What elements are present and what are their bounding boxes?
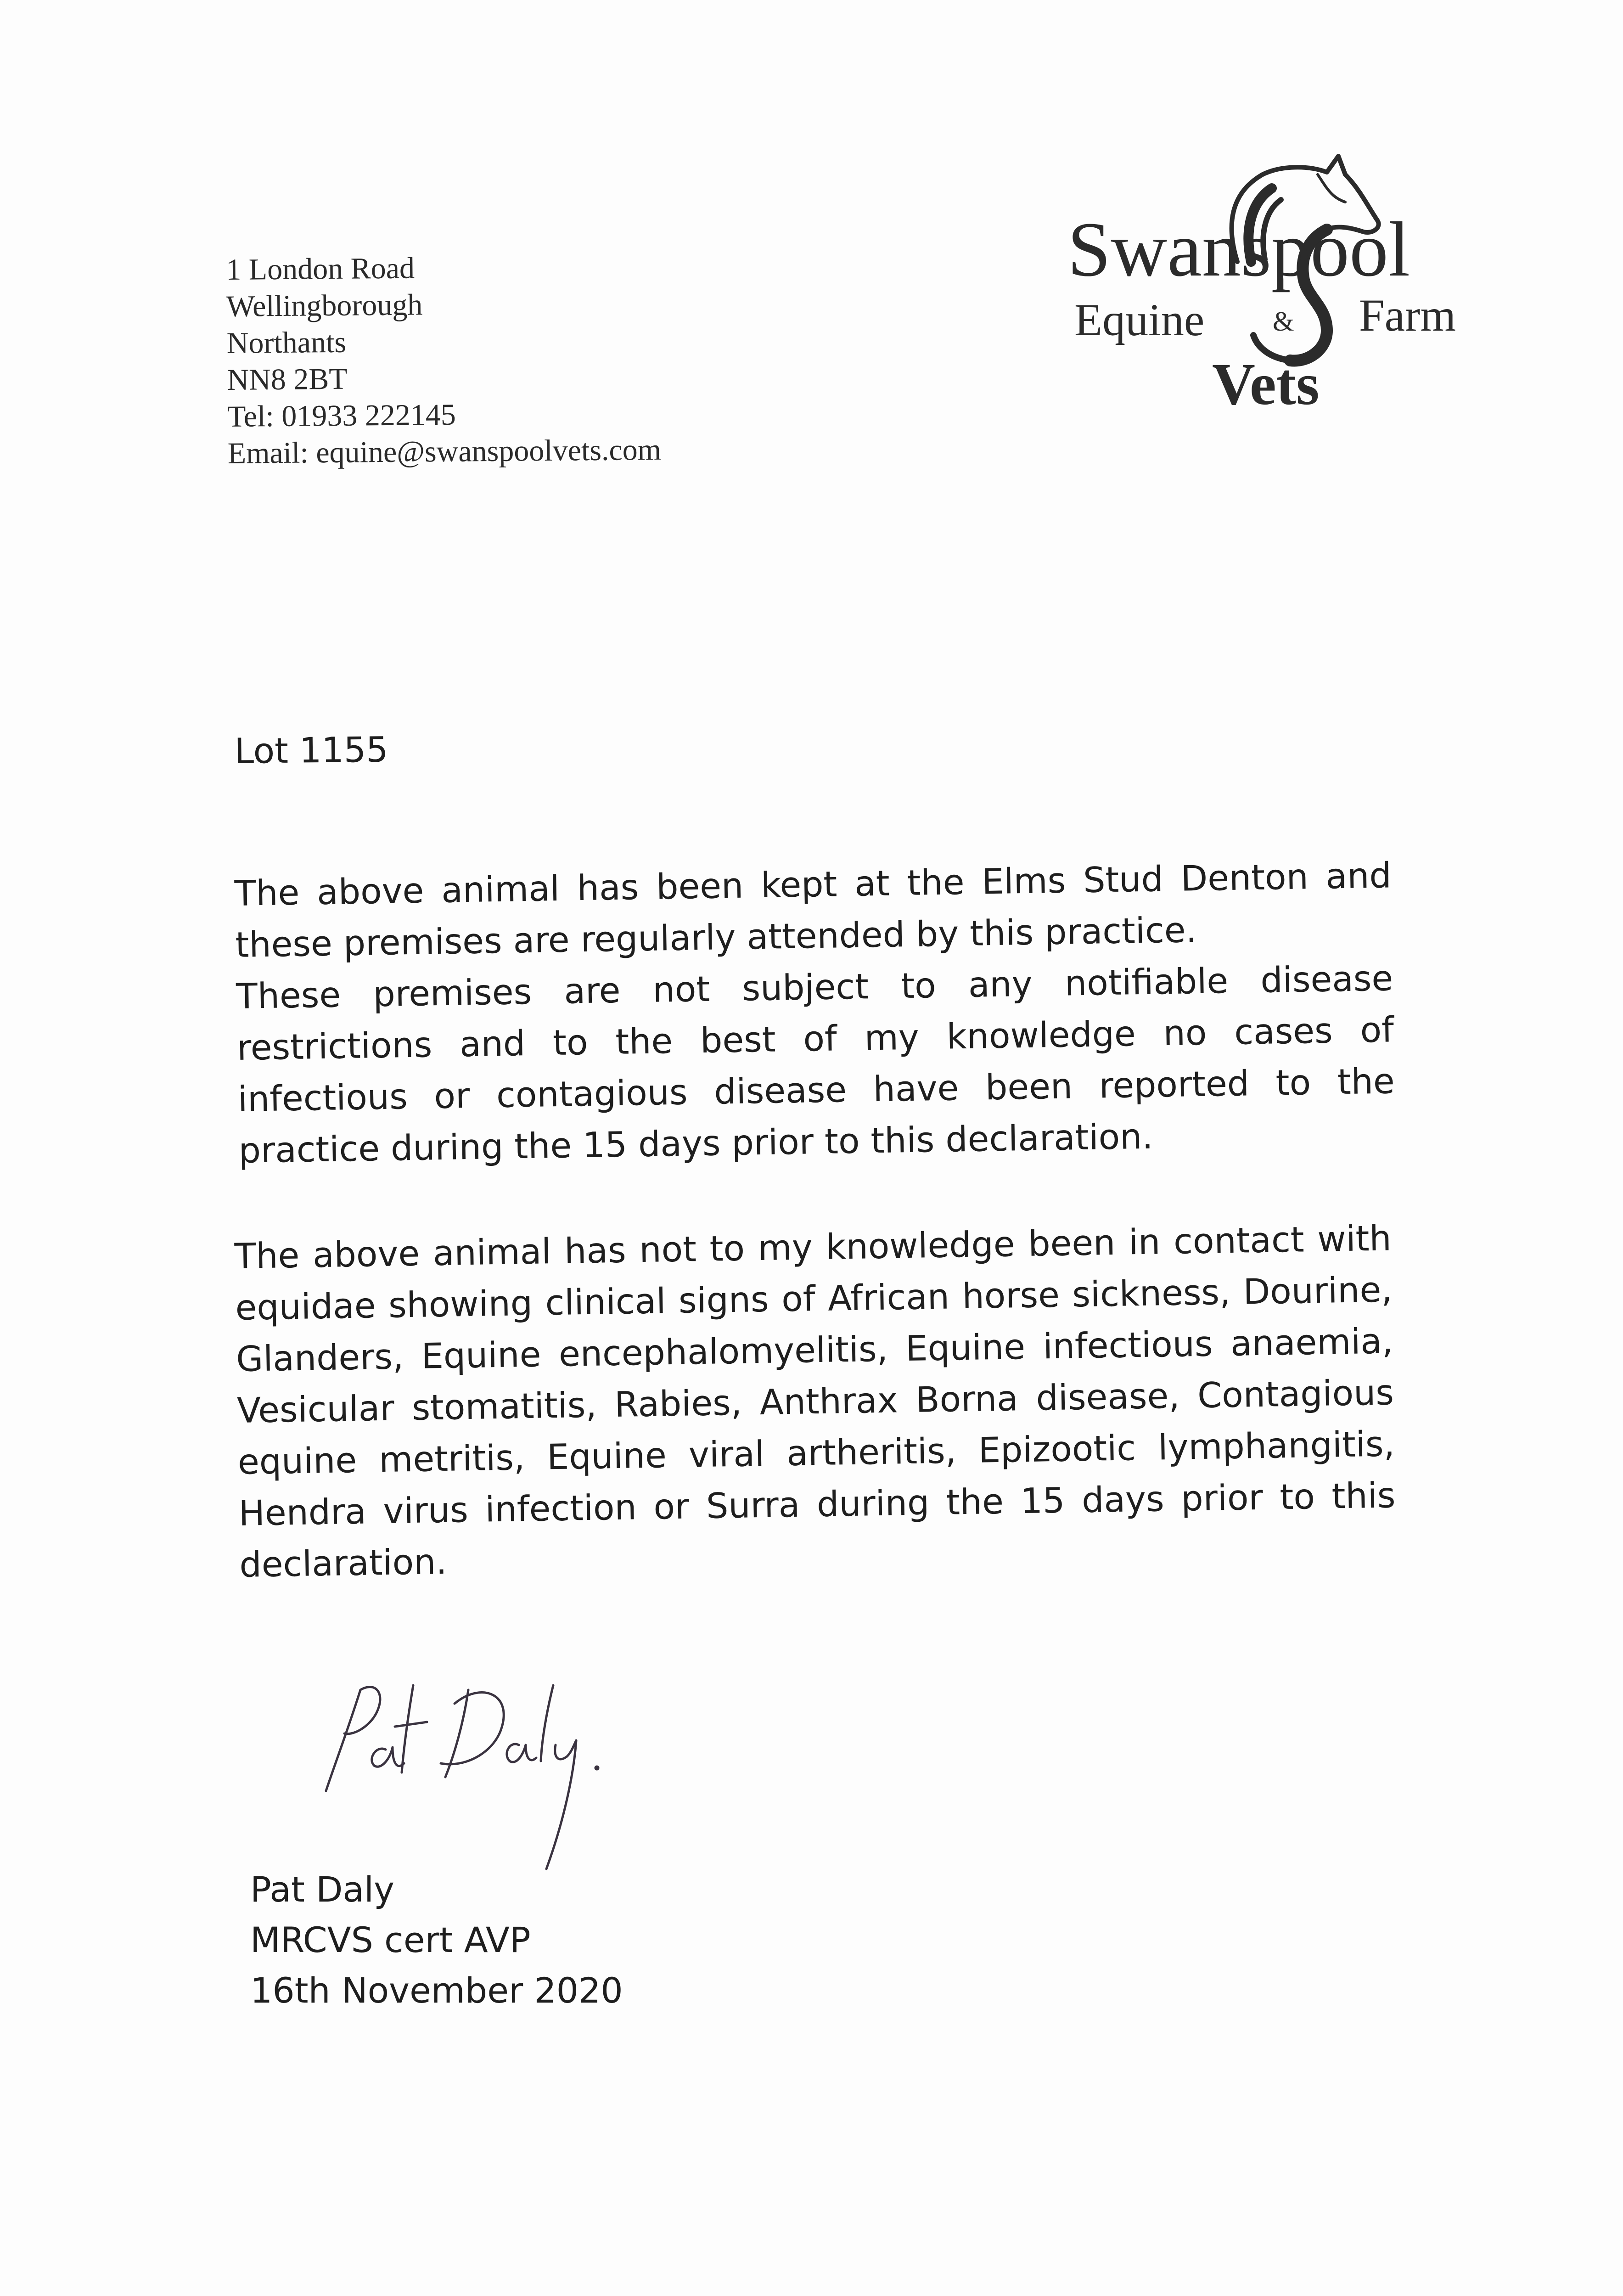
swanspool-logo [1070,147,1483,422]
signatory-name: Pat Daly [250,1869,395,1910]
paragraph-premises [234,850,1396,1176]
logo-name-top: Swanspool [1070,206,1410,293]
lot-number: Lot 1155 [234,729,388,771]
logo-name-right: Farm [1359,290,1456,341]
letter-date: 16th November 2020 [250,1970,623,2011]
telephone: Tel: 01933 222145 [227,398,456,433]
paragraph-disease-contact [234,1212,1397,1590]
logo-ampersand: & [1273,306,1294,337]
horse-head-s-icon [1070,147,1483,422]
paragraph-line: These premises are not subject to any notifiable disease [236,957,1393,1017]
paragraph-line: Hendra virus infection or Surra during the 15 days prior to this [238,1474,1396,1534]
paragraph-line: Vesicular stomatitis, Rabies, Anthrax Borna disease, Contagious [236,1372,1394,1431]
address-line: Northants [226,325,347,360]
paragraph-line: these premises are regularly attended by this practice. [235,909,1197,965]
logo-name-bottom: Vets [1212,351,1320,417]
letterhead-address [226,248,661,472]
paragraph-line: restrictions and to the best of my knowledge no cases of [236,1009,1394,1068]
signoff-block [250,1864,623,2016]
signatory-title: MRCVS cert AVP [250,1919,531,1960]
address-line: 1 London Road [226,251,415,287]
logo-name-left: Equine [1074,294,1205,345]
paragraph-line: The above animal has been kept at the Elms Stud Denton and [234,855,1392,914]
email: Email: equine@swanspoolvets.com [227,433,662,470]
address-line: Wellingborough [226,288,423,323]
paragraph-line: practice during the 15 days prior to this declaration. [238,1115,1154,1171]
paragraph-line: declaration. [239,1541,448,1585]
handwritten-signature [317,1653,666,1892]
paragraph-line: equine metritis, Equine viral artheritis, Epizootic lymphangitis, [237,1423,1395,1482]
paragraph-line: The above animal has not to my knowledge been in contact with [234,1217,1392,1277]
signature-image [317,1653,666,1892]
paragraph-line: equidae showing clinical signs of African horse sickness, Dourine, [235,1269,1393,1328]
paragraph-line: infectious or contagious disease have been reported to the [237,1060,1395,1120]
address-line: NN8 2BT [227,362,348,397]
paragraph-line: Glanders, Equine encephalomyelitis, Equine infectious anaemia, [236,1320,1393,1379]
